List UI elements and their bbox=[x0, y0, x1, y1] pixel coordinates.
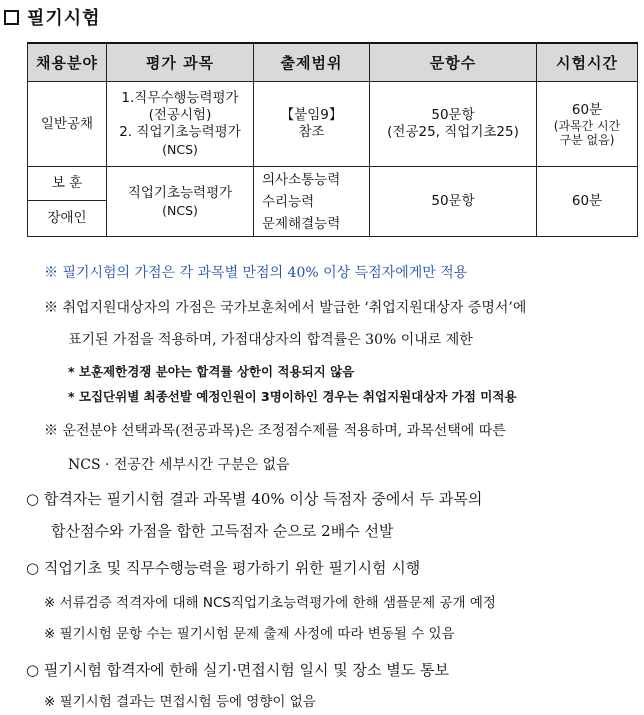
cell-field: 일반공채 bbox=[28, 82, 107, 167]
cell-field: 보 훈 bbox=[28, 167, 107, 201]
count-line: 50문항 bbox=[431, 107, 475, 123]
subject-line: 1.직무수행능력평가 bbox=[121, 90, 239, 106]
header-field: 채용분야 bbox=[28, 43, 107, 82]
subject-line: (전공시험) bbox=[148, 107, 212, 123]
cell-count bbox=[370, 82, 537, 167]
section-title: 필기시험 bbox=[27, 8, 101, 29]
scope-line: 의사소통능력 bbox=[262, 171, 341, 188]
subject-line: 직업기초능력평가 bbox=[127, 184, 233, 201]
section-heading bbox=[4, 4, 101, 30]
note-sample-questions: ※ 서류검증 적격자에 대해 NCS직업기초능력평가에 한해 샘플문제 공개 예정 bbox=[44, 595, 496, 611]
note-veteran-bonus: ※ 취업지원대상자의 가점은 국가보훈처에서 발급한 ‘취업지원대상자 증명서’에 bbox=[44, 300, 527, 316]
scope-line: 문제해결능력 bbox=[262, 215, 341, 232]
time-line: 60분 bbox=[571, 101, 603, 118]
count-line: (전공25, 직업기초25) bbox=[387, 124, 519, 140]
note-veteran-bonus-cont: 표기된 가점을 적용하며, 가점대상자의 합격률은 30% 이내로 제한 bbox=[68, 332, 473, 348]
note-driver-subject-cont: NCS · 전공간 세부시간 구분은 없음 bbox=[68, 457, 290, 473]
cell-count: 50문항 bbox=[370, 167, 537, 237]
exam-table bbox=[27, 42, 638, 237]
note-bonus-threshold: ※ 필기시험의 가점은 각 과목별 만점의 40% 이상 득점자에게만 적용 bbox=[44, 265, 468, 281]
subject-line: (NCS) bbox=[162, 202, 198, 218]
note-driver-subject: ※ 운전분야 선택과목(전공과목)은 조정점수제를 적용하며, 과목선택에 따른 bbox=[44, 423, 506, 439]
subject-line: 2. 직업기초능력평가 bbox=[119, 124, 241, 140]
item-exam-conduct: ○ 직업기초 및 직무수행능력을 평가하기 위한 필기시험 시행 bbox=[26, 559, 421, 577]
note-small-unit: * 모집단위별 최종선발 예정인원이 3명이하인 경우는 취업지원대상자 가점 미적용 bbox=[68, 389, 517, 404]
scope-line: 참조 bbox=[298, 124, 325, 140]
cell-time bbox=[537, 82, 638, 167]
cell-time: 60분 bbox=[537, 167, 638, 237]
cell-field: 장애인 bbox=[28, 201, 107, 237]
cell-subjects bbox=[107, 167, 254, 237]
scope-line: 【붙임9】 bbox=[280, 107, 343, 123]
cell-subjects bbox=[107, 82, 254, 167]
table-header-row bbox=[28, 43, 638, 82]
time-line: 구분 없음) bbox=[559, 132, 615, 147]
table-row bbox=[28, 82, 638, 167]
scope-line: 수리능력 bbox=[262, 193, 315, 210]
table-row bbox=[28, 167, 638, 201]
header-count: 문항수 bbox=[370, 43, 537, 82]
item-next-steps: ○ 필기시험 합격자에 한해 실기·면접시험 일시 및 장소 별도 통보 bbox=[26, 661, 450, 679]
note-question-count: ※ 필기시험 문항 수는 필기시험 문제 출제 사정에 따라 변동될 수 있음 bbox=[44, 626, 455, 642]
header-subjects: 평가 과목 bbox=[107, 43, 254, 82]
item-pass-criteria: ○ 합격자는 필기시험 결과 과목별 40% 이상 득점자 중에서 두 과목의 bbox=[26, 490, 483, 508]
header-scope: 출제범위 bbox=[254, 43, 370, 82]
header-time: 시험시간 bbox=[537, 43, 638, 82]
note-no-influence: ※ 필기시험 결과는 면접시험 등에 영향이 없음 bbox=[44, 694, 316, 710]
square-bullet-icon bbox=[4, 10, 19, 25]
subject-line: (NCS) bbox=[162, 142, 198, 157]
cell-scope bbox=[254, 82, 370, 167]
item-pass-criteria-cont: 합산점수와 가점을 합한 고득점자 순으로 2배수 선발 bbox=[51, 522, 394, 540]
time-line: (과목간 시간 bbox=[553, 118, 621, 133]
cell-scope bbox=[254, 167, 370, 237]
note-veteran-limit: * 보훈제한경쟁 분야는 합격률 상한이 적용되지 않음 bbox=[68, 364, 355, 379]
